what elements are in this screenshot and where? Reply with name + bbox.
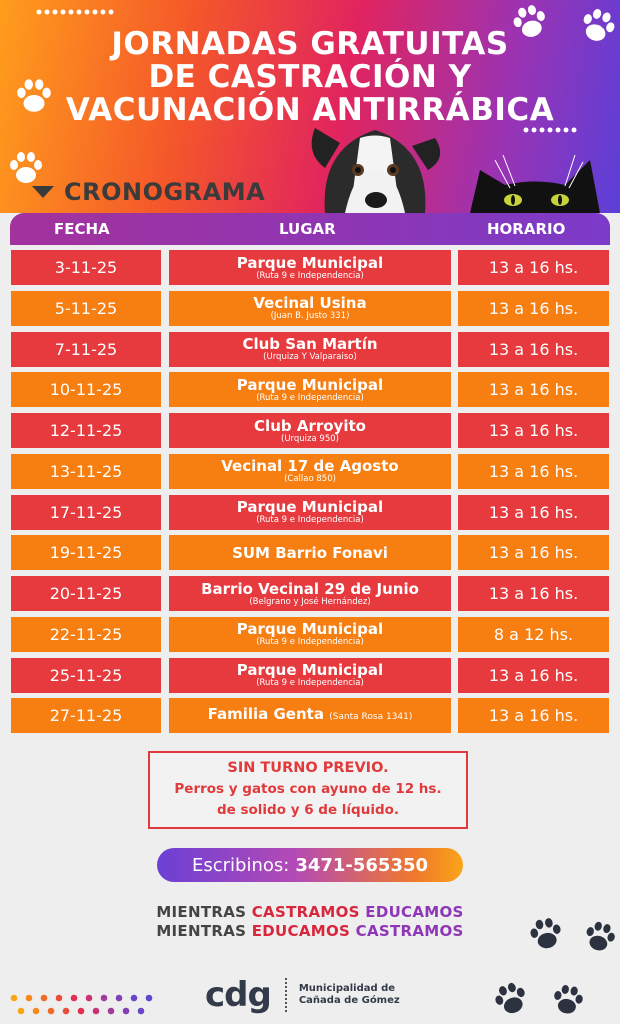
place-name-wrap: [208, 706, 413, 725]
place-address: (Callao 850): [284, 474, 336, 485]
time-cell: 13 a 16 hs.: [458, 250, 609, 285]
place-address: (Ruta 9 e Independencia): [256, 515, 364, 525]
caret-down-icon: [32, 186, 54, 198]
paw-icon: [550, 982, 586, 1018]
time-cell: 13 a 16 hs.: [458, 332, 609, 367]
place-address: (Juan B. Justo 331): [270, 311, 350, 322]
dots-decoration: [35, 6, 125, 18]
table-row: [0, 413, 620, 448]
time-cell: 13 a 16 hs.: [458, 413, 609, 448]
place-name: Club San Martín: [242, 335, 378, 353]
org-name-line-1: Municipalidad de: [298, 983, 396, 994]
place-address: (Ruta 9 e Independencia): [256, 392, 364, 403]
slogan-word: MIENTRAS: [156, 922, 247, 940]
place-name: Familia Genta: [207, 705, 324, 724]
table-row: [0, 495, 620, 530]
title-line-2: DE CASTRACIÓN Y: [148, 59, 472, 95]
time-cell: 8 a 12 hs.: [458, 617, 609, 652]
place-cell: [169, 535, 451, 570]
paw-icon: [578, 6, 618, 46]
date-cell: 5-11-25: [11, 291, 161, 326]
time-cell: 13 a 16 hs.: [458, 495, 609, 530]
place-name: Parque Municipal: [236, 661, 384, 679]
place-address: (Urquiza Y Valparaiso): [263, 352, 357, 362]
place-address: (Ruta 9 e Independencia): [256, 678, 364, 688]
paw-icon: [527, 915, 565, 953]
place-name-wrap: [237, 255, 383, 271]
slogan-word: EDUCAMOS: [365, 903, 464, 921]
place-name-wrap: [232, 545, 388, 561]
table-header: [10, 213, 610, 245]
table-row: [0, 250, 620, 285]
place-address: (Ruta 9 e Independencia): [256, 637, 364, 648]
date-cell: 17-11-25: [11, 495, 161, 530]
logo-mark: cdg: [205, 975, 271, 1015]
dots-decoration: [522, 124, 582, 136]
cat-image: [465, 150, 605, 213]
time-cell: 13 a 16 hs.: [458, 698, 609, 733]
table-row: [0, 332, 620, 367]
place-name-wrap: [254, 418, 366, 434]
place-cell: [169, 332, 451, 367]
place-cell: [169, 454, 451, 489]
paw-icon: [510, 2, 550, 42]
date-cell: 25-11-25: [11, 658, 161, 693]
slogan-word: CASTRAMOS: [251, 903, 360, 921]
paw-icon: [582, 919, 618, 955]
section-title: CRONOGRAMA: [64, 178, 266, 206]
place-name-wrap: [237, 377, 383, 393]
place-address-inline: (Santa Rosa 1341): [329, 712, 413, 723]
contact-label: Escribinos:: [191, 854, 290, 876]
place-cell: [169, 658, 451, 693]
date-cell: 10-11-25: [11, 372, 161, 407]
time-cell: 13 a 16 hs.: [458, 291, 609, 326]
dog-image: [300, 108, 450, 213]
title-line-3: VACUNACIÓN ANTIRRÁBICA: [65, 92, 555, 128]
place-name: SUM Barrio Fonavi: [232, 543, 388, 562]
table-row: [0, 372, 620, 407]
notice-line-3: de solido y 6 de líquido.: [216, 802, 400, 818]
place-cell: [169, 576, 451, 611]
date-cell: 13-11-25: [11, 454, 161, 489]
place-name: Parque Municipal: [236, 498, 384, 516]
requirements-notice: [148, 751, 468, 829]
place-name: Vecinal Usina: [253, 294, 367, 313]
slogan-word: MIENTRAS: [156, 903, 247, 921]
table-row: [0, 658, 620, 693]
place-name-wrap: [253, 295, 366, 311]
section-heading: [32, 178, 265, 206]
table-row: [0, 291, 620, 326]
place-cell: [169, 413, 451, 448]
place-name: Club Arroyito: [254, 416, 366, 435]
date-cell: 3-11-25: [11, 250, 161, 285]
paw-icon: [13, 75, 55, 117]
table-row: [0, 698, 620, 733]
place-name-wrap: [237, 621, 383, 637]
date-cell: 12-11-25: [11, 413, 161, 448]
place-name-wrap: [221, 458, 398, 474]
place-cell: [169, 698, 451, 733]
place-name-wrap: [242, 336, 377, 352]
place-cell: [169, 291, 451, 326]
table-row: [0, 535, 620, 570]
place-name-wrap: [237, 662, 383, 678]
column-header-place: LUGAR: [279, 220, 336, 238]
paw-icon: [492, 980, 530, 1018]
place-name: Parque Municipal: [236, 375, 384, 394]
date-cell: 7-11-25: [11, 332, 161, 367]
place-cell: [169, 250, 451, 285]
time-cell: 13 a 16 hs.: [458, 535, 609, 570]
place-name-wrap: [201, 581, 419, 597]
date-cell: 22-11-25: [11, 617, 161, 652]
table-row: [0, 576, 620, 611]
date-cell: 19-11-25: [11, 535, 161, 570]
time-cell: 13 a 16 hs.: [458, 454, 609, 489]
place-name: Vecinal 17 de Agosto: [221, 457, 399, 476]
logo-text: [299, 983, 400, 1007]
place-address: (Urquiza 950): [281, 433, 339, 444]
time-cell: 13 a 16 hs.: [458, 658, 609, 693]
title-line-1: JORNADAS GRATUITAS: [111, 26, 509, 62]
column-header-date: FECHA: [54, 220, 110, 238]
place-name-wrap: [237, 499, 383, 515]
column-header-time: HORARIO: [487, 220, 566, 238]
notice-line-2: Perros y gatos con ayuno de 12 hs.: [174, 781, 442, 797]
place-cell: [169, 495, 451, 530]
slogan-word: EDUCAMOS: [251, 922, 351, 940]
dots-decoration: [6, 992, 166, 1016]
place-name: Barrio Vecinal 29 de Junio: [201, 579, 419, 598]
contact-phone[interactable]: 3471-565350: [295, 854, 429, 876]
date-cell: 20-11-25: [11, 576, 161, 611]
time-cell: 13 a 16 hs.: [458, 372, 609, 407]
notice-line-1: SIN TURNO PREVIO.: [227, 760, 389, 776]
slogan-word: CASTRAMOS: [355, 922, 464, 940]
place-address: (Belgrano y José Hernández): [249, 596, 371, 607]
contact-pill: [157, 848, 463, 882]
place-cell: [169, 372, 451, 407]
municipality-logo: [205, 975, 400, 1015]
date-cell: 27-11-25: [11, 698, 161, 733]
table-row: [0, 454, 620, 489]
org-name-line-2: Cañada de Gómez: [298, 995, 400, 1006]
place-name: Parque Municipal: [236, 253, 384, 272]
place-cell: [169, 617, 451, 652]
place-address: (Ruta 9 e Independencia): [256, 270, 364, 281]
table-row: [0, 617, 620, 652]
time-cell: 13 a 16 hs.: [458, 576, 609, 611]
logo-separator: [285, 978, 289, 1012]
place-name: Parque Municipal: [236, 620, 384, 639]
